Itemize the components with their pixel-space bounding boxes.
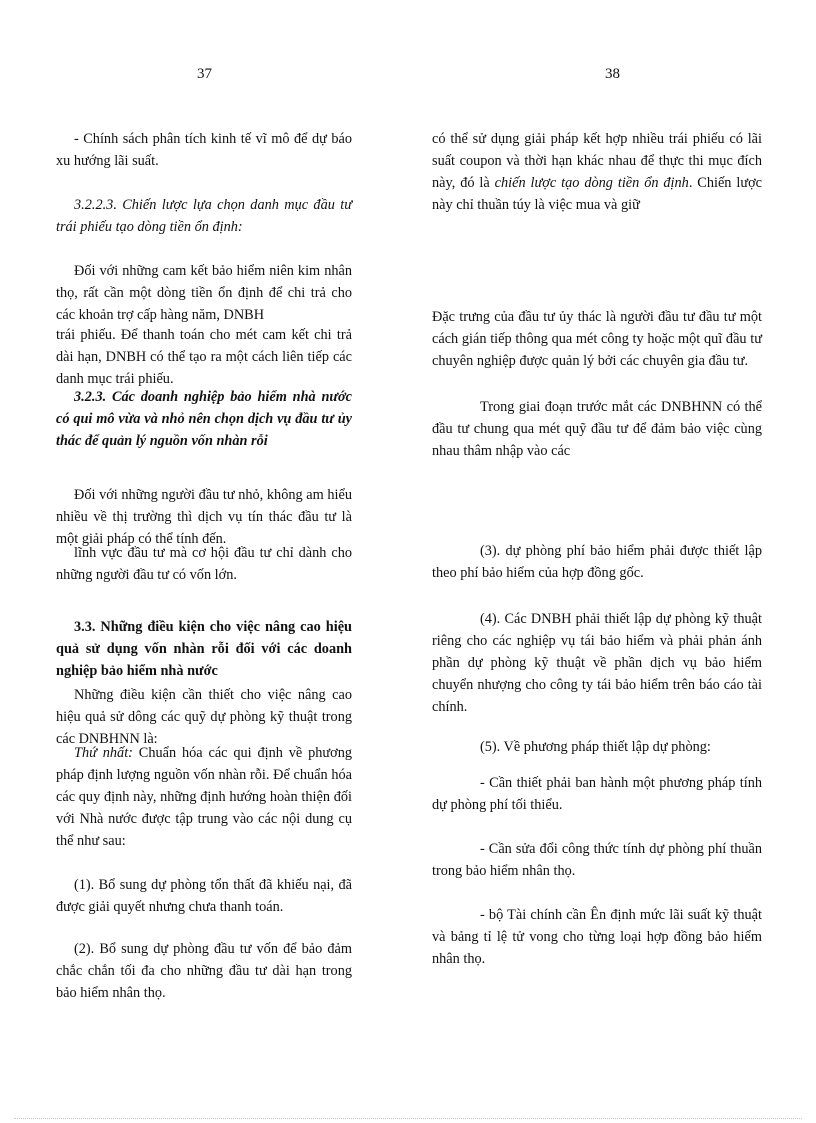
paragraph: (4). Các DNBH phải thiết lập dự phòng kỹ thuật riêng cho các nghiệp vụ tái bảo hiểm và phải phản ánh phần dự phòng kỹ thuật về phần dịch vụ bảo hiểm chuyển nhượng cho công ty tái bảo hiểm trên báo cáo tài chính. bbox=[432, 611, 762, 715]
subsection-heading: 3.2.2.3. Chiến lược lựa chọn danh mục đầu tư trái phiếu tạo dòng tiền ổn định: bbox=[56, 197, 352, 235]
paragraph: (1). Bổ sung dự phòng tổn thất đã khiếu nại, đã được giải quyết nhưng chưa thanh toán. bbox=[56, 877, 352, 915]
page-bottom-divider bbox=[14, 1118, 802, 1119]
emphasis: chiến lược tạo dòng tiền ổn định bbox=[494, 175, 689, 191]
paragraph: Đối với những người đầu tư nhỏ, không am hiểu nhiều về thị trường thì dịch vụ tín thác đầu tư là một giải pháp có thể tính đến. bbox=[56, 487, 352, 547]
paragraph: - bộ Tài chính cần Ên định mức lãi suất kỹ thuật và bảng tỉ lệ tử vong cho từng loại hợp đồng bảo hiểm nhân thọ. bbox=[432, 907, 762, 967]
page-number: 37 bbox=[197, 66, 212, 82]
paragraph-text: có thể sử dụng giải pháp kết hợp nhiều trái phiếu có lãi suất coupon và thời hạn khác nhau để thực thi mục đích này, đó là chiến lược tạo dòng tiền ổn định. Chiến lược này chỉ thuần túy là việc mua và giữ bbox=[432, 131, 762, 213]
page-number: 38 bbox=[605, 66, 620, 82]
paragraph: Đối với những cam kết bảo hiểm niên kim nhân thọ, rất cần một dòng tiền ổn định để chi trả cho các khoản trợ cấp hàng năm, DNBH bbox=[56, 263, 352, 323]
paragraph: - Cần sửa đổi công thức tính dự phòng phí thuần trong bảo hiểm nhân thọ. bbox=[432, 841, 762, 879]
paragraph: trái phiếu. Để thanh toán cho mét cam kết chi trả dài hạn, DNBH có thể tạo ra một cách liên tiếp các danh mục trái phiếu. bbox=[56, 327, 352, 387]
paragraph: Những điều kiện cần thiết cho việc nâng cao hiệu quả sử dông các quỹ dự phòng kỹ thuật trong các DNBHNN là: bbox=[56, 687, 352, 747]
paragraph: Đặc trưng của đầu tư ủy thác là người đầu tư đầu tư một cách gián tiếp thông qua mét công ty hoặc một quĩ đầu tư chuyên nghiệp được quản lý bởi các chuyên gia đầu tư. bbox=[432, 309, 762, 369]
emphasis: Thứ nhất: bbox=[74, 745, 133, 761]
paragraph: - Cần thiết phải ban hành một phương pháp tính dự phòng phí tối thiểu. bbox=[432, 775, 762, 813]
paragraph: - Chính sách phân tích kinh tế vĩ mô để dự báo xu hướng lãi suất. bbox=[56, 131, 352, 169]
section-heading: 3.3. Những điều kiện cho việc nâng cao hiệu quả sử dụng vốn nhàn rỗi đối với các doanh nghiệp bảo hiểm nhà nước bbox=[56, 619, 352, 679]
paragraph: (2). Bổ sung dự phòng đầu tư vốn để bảo đảm chắc chắn tối đa cho những đầu tư dài hạn trong bảo hiểm nhân thọ. bbox=[56, 941, 352, 1001]
paragraph: (5). Về phương pháp thiết lập dự phòng: bbox=[480, 739, 711, 755]
paragraph bbox=[432, 128, 762, 216]
paragraph: lĩnh vực đầu tư mà cơ hội đầu tư chỉ dành cho những người đầu tư có vốn lớn. bbox=[56, 545, 352, 583]
section-heading: 3.2.3. Các doanh nghiệp bảo hiểm nhà nước có qui mô vừa và nhỏ nên chọn dịch vụ đầu tư ủy thác để quản lý nguồn vốn nhàn rỗi bbox=[56, 389, 352, 449]
paragraph: (3). dự phòng phí bảo hiểm phải được thiết lập theo phí bảo hiểm của hợp đồng gốc. bbox=[432, 543, 762, 581]
paragraph: Thứ nhất: Chuẩn hóa các qui định về phương pháp định lượng nguồn vốn nhàn rỗi. Để chuẩn hóa các quy định này, những định hướng hoàn thiện đối với Nhà nước được tập trung vào các nội dung cụ thể như sau: bbox=[56, 745, 353, 849]
paragraph: Trong giai đoạn trước mắt các DNBHNN có thể đầu tư chung qua mét quỹ đầu tư để đảm bảo việc cùng nhau thâm nhập vào các bbox=[432, 399, 762, 459]
